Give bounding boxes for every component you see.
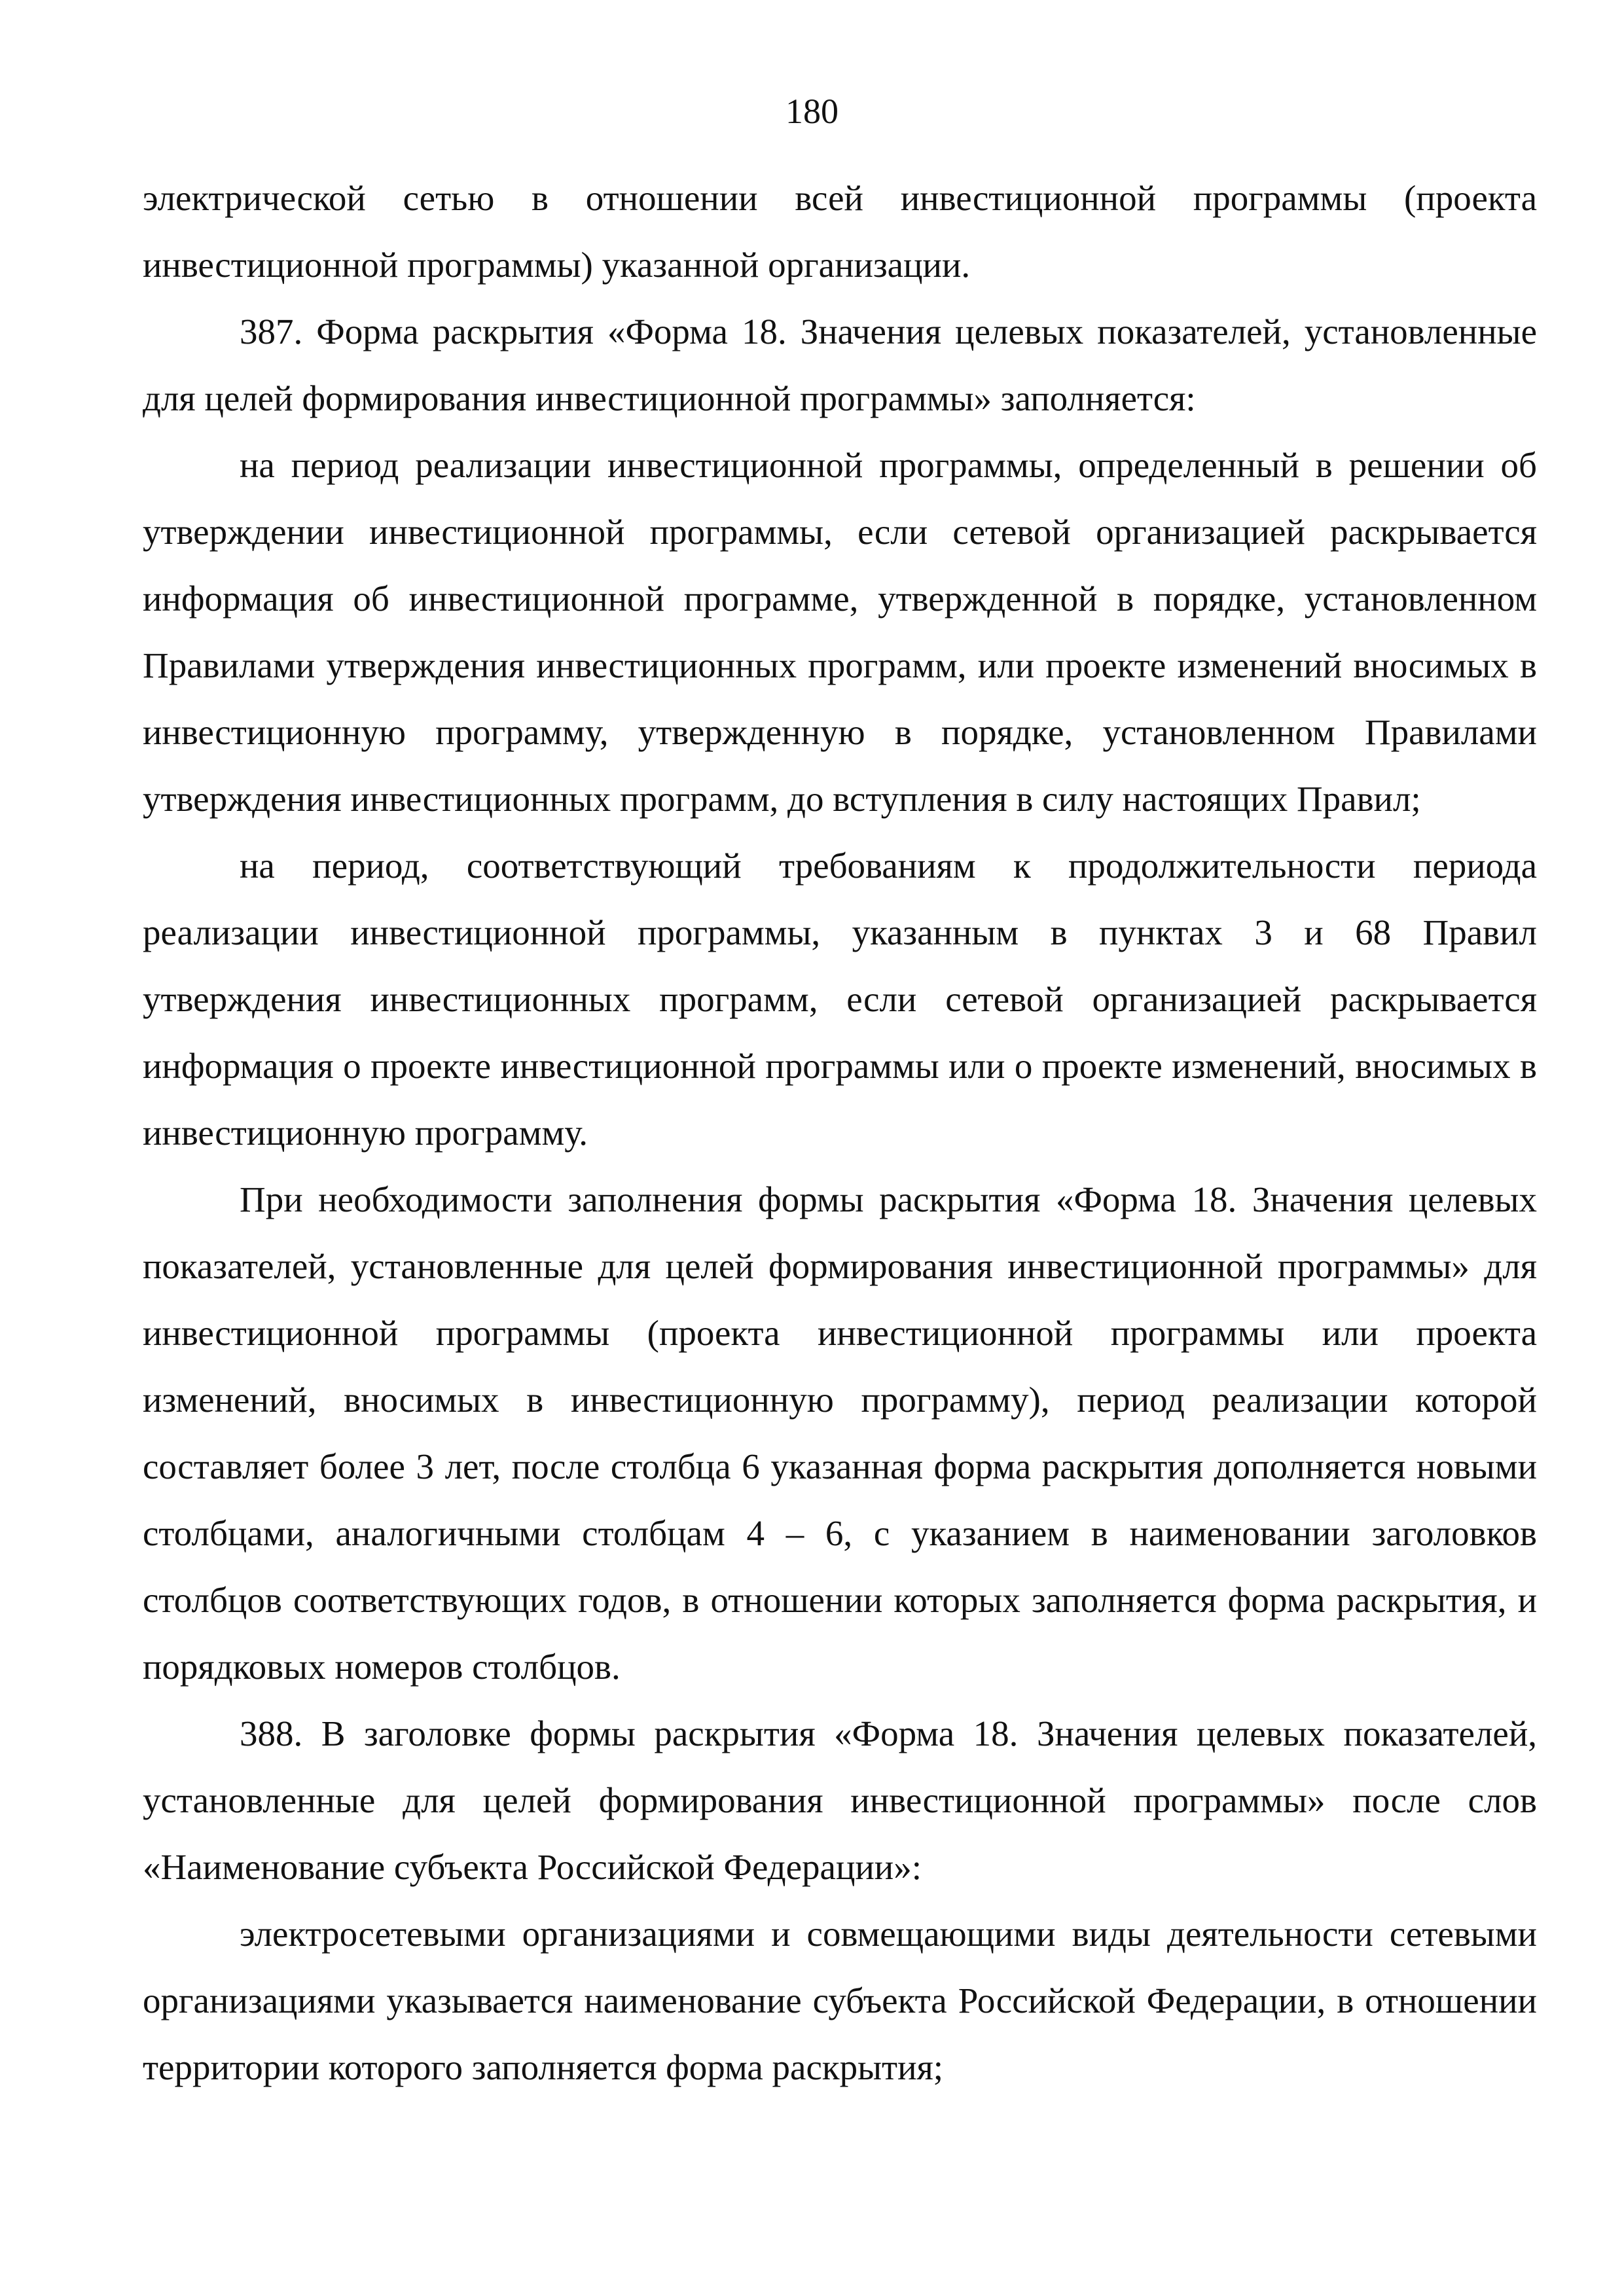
paragraph-continuation: электрической сетью в отношении всей инвестиционной программы (проекта инвестиционной программы) указанной организации. <box>143 178 1537 285</box>
paragraph-extra-columns: При необходимости заполнения формы раскрытия «Форма 18. Значения целевых показателей, установленные для целей формирования инвестиционной программы» для инвестиционной программы (проекта инвестиционной программы или проекта изменений, вносимых в инвестиционную программу), период реализации которой составляет более 3 лет, после столбца 6 указанная форма раскрытия дополняется новыми столбцами, аналогичными столбцам 4 – 6, с указанием в наименовании заголовков столбцов соответствующих годов, в отношении которых заполняется форма раскрытия, и порядковых номеров столбцов. <box>143 1179 1537 1687</box>
paragraph-period-approved: на период реализации инвестиционной программы, определенный в решении об утверждении инвестиционной программы, если сетевой организацией раскрывается информация об инвестиционной программе, утвержденной в порядке, установленном Правилами утверждения инвестиционных программ, или проекте изменений вносимых в инвестиционную программу, утвержденную в порядке, установленном Правилами утверждения инвестиционных программ, до вступления в силу настоящих Правил; <box>143 445 1537 819</box>
paragraph-subject-name: электросетевыми организациями и совмещающими виды деятельности сетевыми организациями указывается наименование субъекта Российской Федерации, в отношении территории которого заполняется форма раскрытия; <box>143 1914 1537 2087</box>
paragraph-period-project: на период, соответствующий требованиям к продолжительности периода реализации инвестиционной программы, указанным в пунктах 3 и 68 Правил утверждения инвестиционных программ, если сетевой организацией раскрывается информация о проекте инвестиционной программы или о проекте изменений, вносимых в инвестиционную программу. <box>143 846 1537 1153</box>
paragraph-item-388: 388. В заголовке формы раскрытия «Форма 18. Значения целевых показателей, установленные для целей формирования инвестиционной программы» после слов «Наименование субъекта Российской Федерации»: <box>143 1713 1537 1887</box>
document-body <box>143 165 1537 2101</box>
paragraph-item-387: 387. Форма раскрытия «Форма 18. Значения целевых показателей, установленные для целей формирования инвестиционной программы» заполняется: <box>143 312 1537 418</box>
page-number: 180 <box>785 92 839 131</box>
